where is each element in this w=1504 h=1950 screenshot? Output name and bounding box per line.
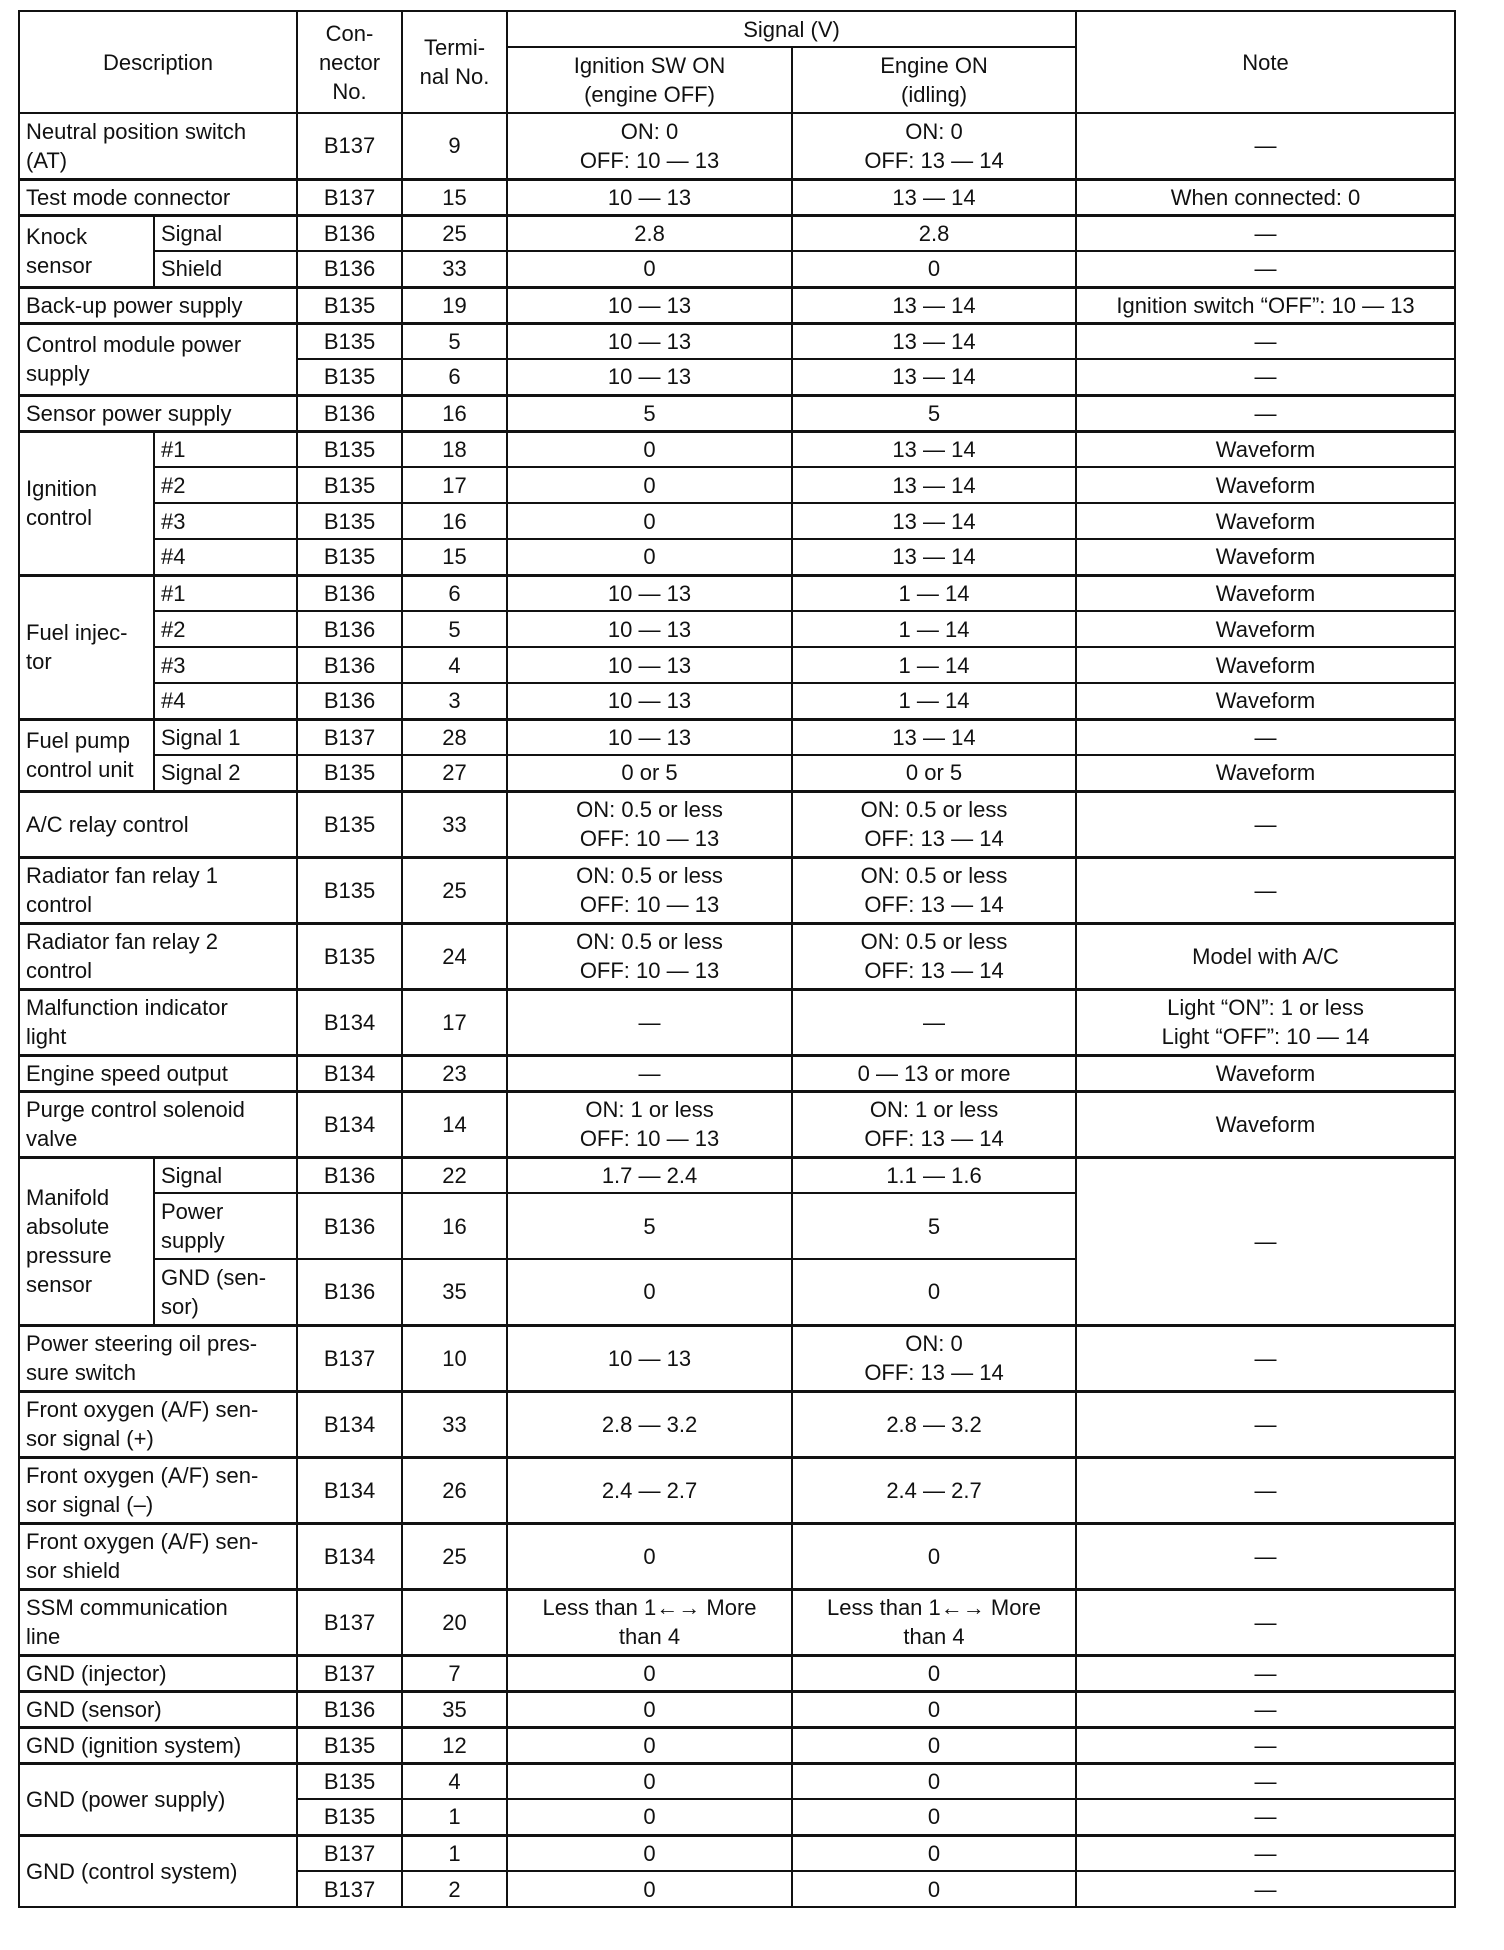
row-description: GND (injector)	[19, 1655, 297, 1691]
row-sub-description: #4	[154, 539, 297, 575]
table-row	[19, 395, 1455, 431]
row-description: Manifold absolute pressure sensor	[19, 1157, 154, 1325]
connector-no: B137	[297, 1835, 402, 1871]
terminal-no: 16	[402, 395, 507, 431]
connector-no: B135	[297, 323, 402, 359]
terminal-no: 1	[402, 1799, 507, 1835]
row-sub-description: #3	[154, 647, 297, 683]
terminal-no: 24	[402, 923, 507, 989]
signal-ignition-sw-on: 10 — 13	[507, 287, 792, 323]
signal-engine-on: 0	[792, 1727, 1076, 1763]
signal-ignition-sw-on: 10 — 13	[507, 683, 792, 719]
note: Light “ON”: 1 or less Light “OFF”: 10 — 14	[1076, 989, 1455, 1055]
table-row	[19, 1835, 1455, 1871]
note: Model with A/C	[1076, 923, 1455, 989]
signal-ignition-sw-on: 10 — 13	[507, 647, 792, 683]
terminal-signal-table	[18, 10, 1456, 1908]
signal-ignition-sw-on: 0	[507, 431, 792, 467]
connector-no: B136	[297, 611, 402, 647]
note: —	[1076, 1523, 1455, 1589]
header-connector: Con- nector No.	[297, 11, 402, 113]
row-description: Neutral position switch (AT)	[19, 113, 297, 179]
connector-no: B137	[297, 1655, 402, 1691]
note: Waveform	[1076, 467, 1455, 503]
signal-engine-on: 13 — 14	[792, 431, 1076, 467]
terminal-no: 4	[402, 1763, 507, 1799]
terminal-no: 26	[402, 1457, 507, 1523]
signal-engine-on: Less than 1←→ More than 4	[792, 1589, 1076, 1655]
row-description: Fuel pump control unit	[19, 719, 154, 791]
connector-no: B135	[297, 1799, 402, 1835]
terminal-no: 22	[402, 1157, 507, 1193]
terminal-no: 20	[402, 1589, 507, 1655]
connector-no: B137	[297, 113, 402, 179]
connector-no: B136	[297, 647, 402, 683]
connector-no: B136	[297, 1193, 402, 1259]
signal-engine-on: —	[792, 989, 1076, 1055]
signal-engine-on: ON: 0.5 or less OFF: 13 — 14	[792, 923, 1076, 989]
header-signal: Signal (V)	[507, 11, 1076, 47]
signal-engine-on: 13 — 14	[792, 359, 1076, 395]
table-row	[19, 467, 1455, 503]
header-engine-on: Engine ON (idling)	[792, 47, 1076, 113]
signal-engine-on: 1 — 14	[792, 575, 1076, 611]
table-row	[19, 1523, 1455, 1589]
note: —	[1076, 791, 1455, 857]
signal-ignition-sw-on: ON: 1 or less OFF: 10 — 13	[507, 1091, 792, 1157]
terminal-no: 15	[402, 539, 507, 575]
table-row	[19, 1055, 1455, 1091]
signal-engine-on: 1 — 14	[792, 611, 1076, 647]
signal-ignition-sw-on: 10 — 13	[507, 611, 792, 647]
signal-ignition-sw-on: 0	[507, 1871, 792, 1907]
note: —	[1076, 251, 1455, 287]
terminal-no: 16	[402, 503, 507, 539]
header-description: Description	[19, 11, 297, 113]
signal-engine-on: 0	[792, 1691, 1076, 1727]
note: —	[1076, 215, 1455, 251]
terminal-no: 9	[402, 113, 507, 179]
signal-engine-on: ON: 0.5 or less OFF: 13 — 14	[792, 791, 1076, 857]
signal-engine-on: ON: 0 OFF: 13 — 14	[792, 113, 1076, 179]
signal-engine-on: 0	[792, 1835, 1076, 1871]
connector-no: B134	[297, 1055, 402, 1091]
terminal-no: 2	[402, 1871, 507, 1907]
signal-engine-on: 13 — 14	[792, 719, 1076, 755]
header-terminal: Termi- nal No.	[402, 11, 507, 113]
terminal-no: 23	[402, 1055, 507, 1091]
row-description: Test mode connector	[19, 179, 297, 215]
row-description: Ignition control	[19, 431, 154, 575]
note: —	[1076, 359, 1455, 395]
table-row	[19, 1457, 1455, 1523]
connector-no: B137	[297, 179, 402, 215]
signal-engine-on: 2.8	[792, 215, 1076, 251]
row-description: Control module power supply	[19, 323, 297, 395]
signal-ignition-sw-on: 10 — 13	[507, 359, 792, 395]
signal-ignition-sw-on: 5	[507, 1193, 792, 1259]
row-description: Fuel injec- tor	[19, 575, 154, 719]
terminal-no: 33	[402, 791, 507, 857]
signal-ignition-sw-on: 0	[507, 1691, 792, 1727]
note: Waveform	[1076, 683, 1455, 719]
row-sub-description: #1	[154, 575, 297, 611]
connector-no: B134	[297, 1457, 402, 1523]
terminal-no: 35	[402, 1691, 507, 1727]
row-description: Front oxygen (A/F) sen- sor shield	[19, 1523, 297, 1589]
note: —	[1076, 395, 1455, 431]
table-row	[19, 1589, 1455, 1655]
signal-engine-on: 1 — 14	[792, 647, 1076, 683]
row-description: Malfunction indicator light	[19, 989, 297, 1055]
signal-engine-on: 13 — 14	[792, 323, 1076, 359]
note: —	[1076, 1589, 1455, 1655]
signal-ignition-sw-on: 0	[507, 1523, 792, 1589]
terminal-no: 10	[402, 1325, 507, 1391]
connector-no: B134	[297, 989, 402, 1055]
note: —	[1076, 1325, 1455, 1391]
signal-ignition-sw-on: 10 — 13	[507, 179, 792, 215]
table-row	[19, 287, 1455, 323]
signal-ignition-sw-on: 5	[507, 395, 792, 431]
row-sub-description: #2	[154, 467, 297, 503]
terminal-no: 25	[402, 857, 507, 923]
row-description: GND (ignition system)	[19, 1727, 297, 1763]
table-row	[19, 755, 1455, 791]
signal-ignition-sw-on: 0	[507, 539, 792, 575]
terminal-no: 6	[402, 359, 507, 395]
header-note: Note	[1076, 11, 1455, 113]
connector-no: B136	[297, 1259, 402, 1325]
note: Waveform	[1076, 755, 1455, 791]
table-body	[19, 113, 1455, 1907]
connector-no: B135	[297, 791, 402, 857]
table-row	[19, 989, 1455, 1055]
row-sub-description: Signal	[154, 1157, 297, 1193]
connector-no: B135	[297, 431, 402, 467]
connector-no: B134	[297, 1091, 402, 1157]
signal-engine-on: 0	[792, 1259, 1076, 1325]
terminal-no: 17	[402, 989, 507, 1055]
terminal-no: 5	[402, 611, 507, 647]
signal-engine-on: 0	[792, 1799, 1076, 1835]
note: Waveform	[1076, 431, 1455, 467]
terminal-no: 17	[402, 467, 507, 503]
note: —	[1076, 1157, 1455, 1325]
note: —	[1076, 1763, 1455, 1799]
signal-engine-on: 5	[792, 1193, 1076, 1259]
terminal-no: 28	[402, 719, 507, 755]
signal-ignition-sw-on: 0	[507, 1259, 792, 1325]
connector-no: B137	[297, 1871, 402, 1907]
terminal-no: 33	[402, 1391, 507, 1457]
signal-engine-on: 13 — 14	[792, 467, 1076, 503]
connector-no: B136	[297, 215, 402, 251]
table-row	[19, 575, 1455, 611]
signal-ignition-sw-on: 10 — 13	[507, 1325, 792, 1391]
signal-ignition-sw-on: 0	[507, 1799, 792, 1835]
signal-engine-on: 0	[792, 1655, 1076, 1691]
row-description: Front oxygen (A/F) sen- sor signal (+)	[19, 1391, 297, 1457]
terminal-no: 6	[402, 575, 507, 611]
signal-engine-on: 0	[792, 1871, 1076, 1907]
note: —	[1076, 1391, 1455, 1457]
connector-no: B135	[297, 539, 402, 575]
table-row	[19, 683, 1455, 719]
signal-ignition-sw-on: 0	[507, 251, 792, 287]
signal-engine-on: 0	[792, 251, 1076, 287]
connector-no: B134	[297, 1523, 402, 1589]
table-row	[19, 251, 1455, 287]
terminal-no: 25	[402, 215, 507, 251]
table-row	[19, 647, 1455, 683]
note: —	[1076, 1691, 1455, 1727]
note: —	[1076, 857, 1455, 923]
connector-no: B136	[297, 1691, 402, 1727]
connector-no: B136	[297, 395, 402, 431]
row-description: Radiator fan relay 1 control	[19, 857, 297, 923]
header-ignition-sw-on: Ignition SW ON (engine OFF)	[507, 47, 792, 113]
signal-engine-on: 0	[792, 1763, 1076, 1799]
row-description: Sensor power supply	[19, 395, 297, 431]
note: —	[1076, 1655, 1455, 1691]
connector-no: B135	[297, 755, 402, 791]
note: Waveform	[1076, 575, 1455, 611]
signal-ignition-sw-on: 0	[507, 503, 792, 539]
row-sub-description: #2	[154, 611, 297, 647]
terminal-no: 15	[402, 179, 507, 215]
signal-ignition-sw-on: Less than 1←→ More than 4	[507, 1589, 792, 1655]
table-row	[19, 431, 1455, 467]
table-row	[19, 1091, 1455, 1157]
table-row	[19, 1763, 1455, 1799]
connector-no: B136	[297, 683, 402, 719]
signal-ignition-sw-on: —	[507, 1055, 792, 1091]
row-description: GND (sensor)	[19, 1691, 297, 1727]
signal-ignition-sw-on: —	[507, 989, 792, 1055]
table-row	[19, 1391, 1455, 1457]
table-row	[19, 1157, 1455, 1193]
row-description: Purge control solenoid valve	[19, 1091, 297, 1157]
connector-no: B135	[297, 1763, 402, 1799]
row-description: Engine speed output	[19, 1055, 297, 1091]
terminal-no: 27	[402, 755, 507, 791]
note: Waveform	[1076, 1091, 1455, 1157]
signal-ignition-sw-on: ON: 0.5 or less OFF: 10 — 13	[507, 923, 792, 989]
row-sub-description: #1	[154, 431, 297, 467]
connector-no: B135	[297, 467, 402, 503]
signal-engine-on: ON: 0 OFF: 13 — 14	[792, 1325, 1076, 1391]
note: Waveform	[1076, 611, 1455, 647]
note: —	[1076, 323, 1455, 359]
terminal-no: 7	[402, 1655, 507, 1691]
table-row	[19, 1727, 1455, 1763]
terminal-no: 35	[402, 1259, 507, 1325]
signal-ignition-sw-on: 10 — 13	[507, 719, 792, 755]
table-row	[19, 539, 1455, 575]
signal-engine-on: 1.1 — 1.6	[792, 1157, 1076, 1193]
signal-engine-on: 2.8 — 3.2	[792, 1391, 1076, 1457]
terminal-no: 18	[402, 431, 507, 467]
row-description: GND (control system)	[19, 1835, 297, 1907]
row-description: Back-up power supply	[19, 287, 297, 323]
signal-ignition-sw-on: 2.4 — 2.7	[507, 1457, 792, 1523]
note: Waveform	[1076, 503, 1455, 539]
table-row	[19, 719, 1455, 755]
connector-no: B135	[297, 857, 402, 923]
note: —	[1076, 1457, 1455, 1523]
terminal-no: 5	[402, 323, 507, 359]
note: —	[1076, 719, 1455, 755]
connector-no: B137	[297, 1325, 402, 1391]
note: Waveform	[1076, 1055, 1455, 1091]
connector-no: B136	[297, 251, 402, 287]
connector-no: B135	[297, 359, 402, 395]
terminal-no: 12	[402, 1727, 507, 1763]
signal-engine-on: 13 — 14	[792, 503, 1076, 539]
signal-ignition-sw-on: ON: 0.5 or less OFF: 10 — 13	[507, 791, 792, 857]
terminal-no: 33	[402, 251, 507, 287]
row-description: Radiator fan relay 2 control	[19, 923, 297, 989]
terminal-no: 25	[402, 1523, 507, 1589]
signal-engine-on: 0 — 13 or more	[792, 1055, 1076, 1091]
note: When connected: 0	[1076, 179, 1455, 215]
row-description: Power steering oil pres- sure switch	[19, 1325, 297, 1391]
table-row	[19, 923, 1455, 989]
row-description: SSM communication line	[19, 1589, 297, 1655]
row-sub-description: Signal 2	[154, 755, 297, 791]
connector-no: B134	[297, 1391, 402, 1457]
row-sub-description: Signal	[154, 215, 297, 251]
signal-ignition-sw-on: 1.7 — 2.4	[507, 1157, 792, 1193]
table-row	[19, 215, 1455, 251]
note: —	[1076, 1799, 1455, 1835]
terminal-no: 4	[402, 647, 507, 683]
signal-ignition-sw-on: 0 or 5	[507, 755, 792, 791]
row-description: Front oxygen (A/F) sen- sor signal (–)	[19, 1457, 297, 1523]
terminal-no: 3	[402, 683, 507, 719]
note: —	[1076, 1727, 1455, 1763]
row-description: A/C relay control	[19, 791, 297, 857]
terminal-no: 16	[402, 1193, 507, 1259]
signal-ignition-sw-on: ON: 0 OFF: 10 — 13	[507, 113, 792, 179]
signal-engine-on: ON: 1 or less OFF: 13 — 14	[792, 1091, 1076, 1157]
note: —	[1076, 1835, 1455, 1871]
signal-engine-on: 5	[792, 395, 1076, 431]
table-row	[19, 1325, 1455, 1391]
table-row	[19, 113, 1455, 179]
signal-engine-on: ON: 0.5 or less OFF: 13 — 14	[792, 857, 1076, 923]
table-row	[19, 791, 1455, 857]
terminal-no: 19	[402, 287, 507, 323]
signal-ignition-sw-on: 0	[507, 467, 792, 503]
row-sub-description: Power supply	[154, 1193, 297, 1259]
signal-engine-on: 13 — 14	[792, 179, 1076, 215]
table-row	[19, 503, 1455, 539]
row-description: Knock sensor	[19, 215, 154, 287]
note: Ignition switch “OFF”: 10 — 13	[1076, 287, 1455, 323]
note: —	[1076, 113, 1455, 179]
signal-engine-on: 13 — 14	[792, 287, 1076, 323]
row-sub-description: Shield	[154, 251, 297, 287]
connector-no: B135	[297, 1727, 402, 1763]
signal-engine-on: 2.4 — 2.7	[792, 1457, 1076, 1523]
signal-ignition-sw-on: 10 — 13	[507, 575, 792, 611]
signal-ignition-sw-on: 0	[507, 1763, 792, 1799]
signal-ignition-sw-on: 2.8	[507, 215, 792, 251]
connector-no: B135	[297, 923, 402, 989]
connector-no: B135	[297, 503, 402, 539]
terminal-no: 14	[402, 1091, 507, 1157]
note: Waveform	[1076, 539, 1455, 575]
signal-ignition-sw-on: 10 — 13	[507, 323, 792, 359]
table-row	[19, 179, 1455, 215]
row-sub-description: GND (sen- sor)	[154, 1259, 297, 1325]
signal-ignition-sw-on: ON: 0.5 or less OFF: 10 — 13	[507, 857, 792, 923]
row-sub-description: #4	[154, 683, 297, 719]
row-sub-description: Signal 1	[154, 719, 297, 755]
table-row	[19, 611, 1455, 647]
terminal-no: 1	[402, 1835, 507, 1871]
signal-engine-on: 1 — 14	[792, 683, 1076, 719]
connector-no: B137	[297, 719, 402, 755]
row-description: GND (power supply)	[19, 1763, 297, 1835]
signal-engine-on: 0	[792, 1523, 1076, 1589]
connector-no: B137	[297, 1589, 402, 1655]
table-row	[19, 1691, 1455, 1727]
signal-engine-on: 0 or 5	[792, 755, 1076, 791]
terminal-signal-table-sheet	[18, 10, 1456, 1908]
connector-no: B135	[297, 287, 402, 323]
connector-no: B136	[297, 1157, 402, 1193]
signal-ignition-sw-on: 0	[507, 1727, 792, 1763]
signal-ignition-sw-on: 2.8 — 3.2	[507, 1391, 792, 1457]
table-row	[19, 323, 1455, 359]
table-row	[19, 857, 1455, 923]
note: —	[1076, 1871, 1455, 1907]
signal-engine-on: 13 — 14	[792, 539, 1076, 575]
note: Waveform	[1076, 647, 1455, 683]
table-row	[19, 1655, 1455, 1691]
signal-ignition-sw-on: 0	[507, 1835, 792, 1871]
row-sub-description: #3	[154, 503, 297, 539]
signal-ignition-sw-on: 0	[507, 1655, 792, 1691]
connector-no: B136	[297, 575, 402, 611]
